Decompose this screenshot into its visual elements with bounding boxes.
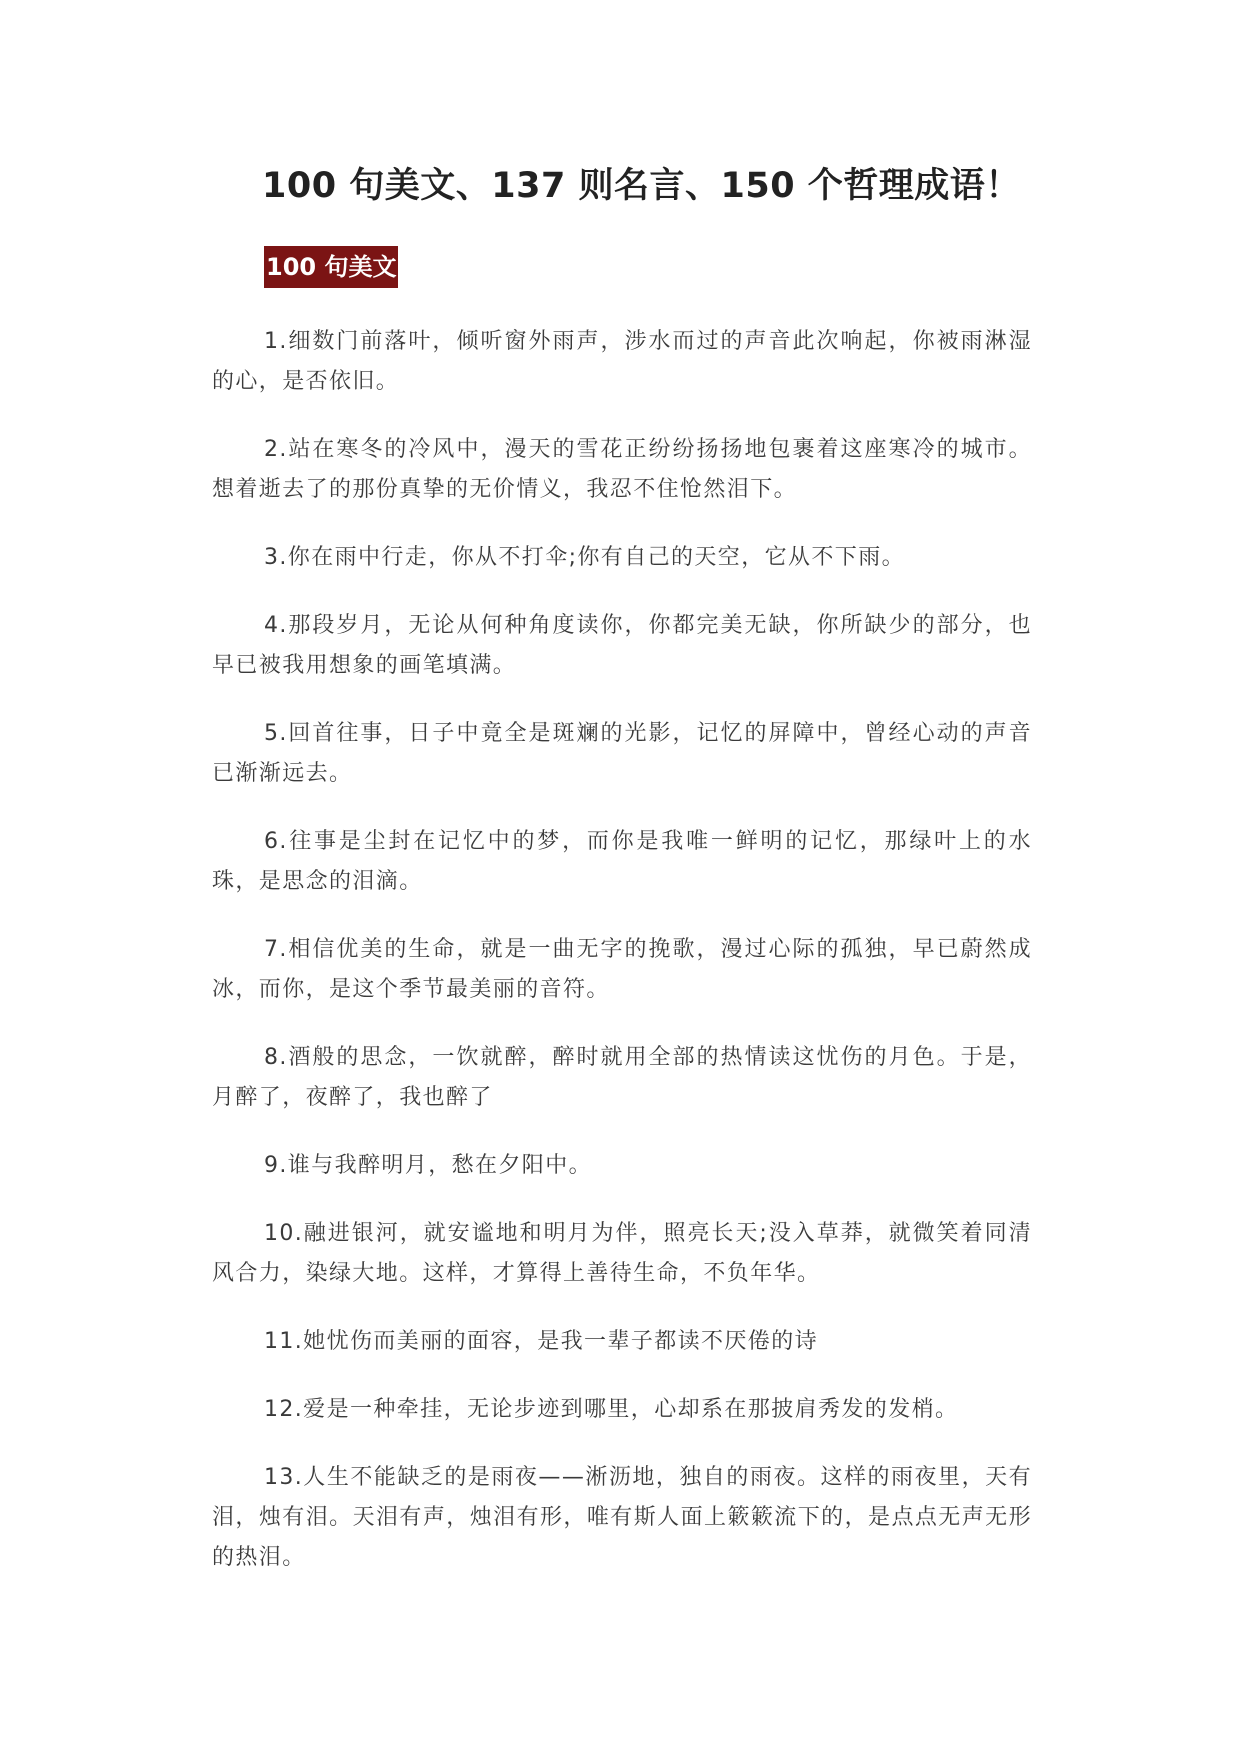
paragraph: 13.人生不能缺乏的是雨夜——淅沥地，独自的雨夜。这样的雨夜里，天有泪，烛有泪。天泪有声，烛泪有形，唯有斯人面上簌簌流下的，是点点无声无形的热泪。 xyxy=(212,1465,1032,1570)
paragraph: 4.那段岁月，无论从何种角度读你，你都完美无缺，你所缺少的部分，也早已被我用想象的画笔填满。 xyxy=(212,613,1032,678)
paragraph: 12.爱是一种牵挂，无论步迹到哪里，心却系在那披肩秀发的发梢。 xyxy=(264,1397,959,1422)
section-heading: 100 句美文 xyxy=(264,246,398,288)
paragraph: 5.回首往事，日子中竟全是斑斓的光影，记忆的屏障中，曾经心动的声音已渐渐远去。 xyxy=(212,721,1032,786)
paragraph: 6.往事是尘封在记忆中的梦，而你是我唯一鲜明的记忆，那绿叶上的水珠，是思念的泪滴。 xyxy=(212,829,1032,894)
paragraph: 1.细数门前落叶，倾听窗外雨声，涉水而过的声音此次响起，你被雨淋湿的心，是否依旧。 xyxy=(212,329,1032,394)
document-title: 100 句美文、137 则名言、150 个哲理成语！ xyxy=(262,166,1021,206)
paragraph: 2.站在寒冬的冷风中，漫天的雪花正纷纷扬扬地包裹着这座寒冷的城市。想着逝去了的那份真挚的无价情义，我忍不住怆然泪下。 xyxy=(212,437,1032,502)
paragraph: 9.谁与我醉明月，愁在夕阳中。 xyxy=(264,1153,592,1178)
paragraph: 7.相信优美的生命，就是一曲无字的挽歌，漫过心际的孤独，早已蔚然成冰，而你，是这个季节最美丽的音符。 xyxy=(212,937,1032,1002)
paragraph: 3.你在雨中行走，你从不打伞;你有自己的天空，它从不下雨。 xyxy=(264,545,906,570)
paragraph: 8.酒般的思念，一饮就醉，醉时就用全部的热情读这忧伤的月色。于是，月醉了，夜醉了，我也醉了 xyxy=(212,1045,1032,1110)
paragraph-list xyxy=(212,322,1032,1606)
paragraph: 10.融进银河，就安谧地和明月为伴，照亮长天;没入草莽，就微笑着同清风合力，染绿大地。这样，才算得上善待生命，不负年华。 xyxy=(212,1221,1032,1286)
paragraph: 11.她忧伤而美丽的面容，是我一辈子都读不厌倦的诗 xyxy=(264,1329,818,1354)
